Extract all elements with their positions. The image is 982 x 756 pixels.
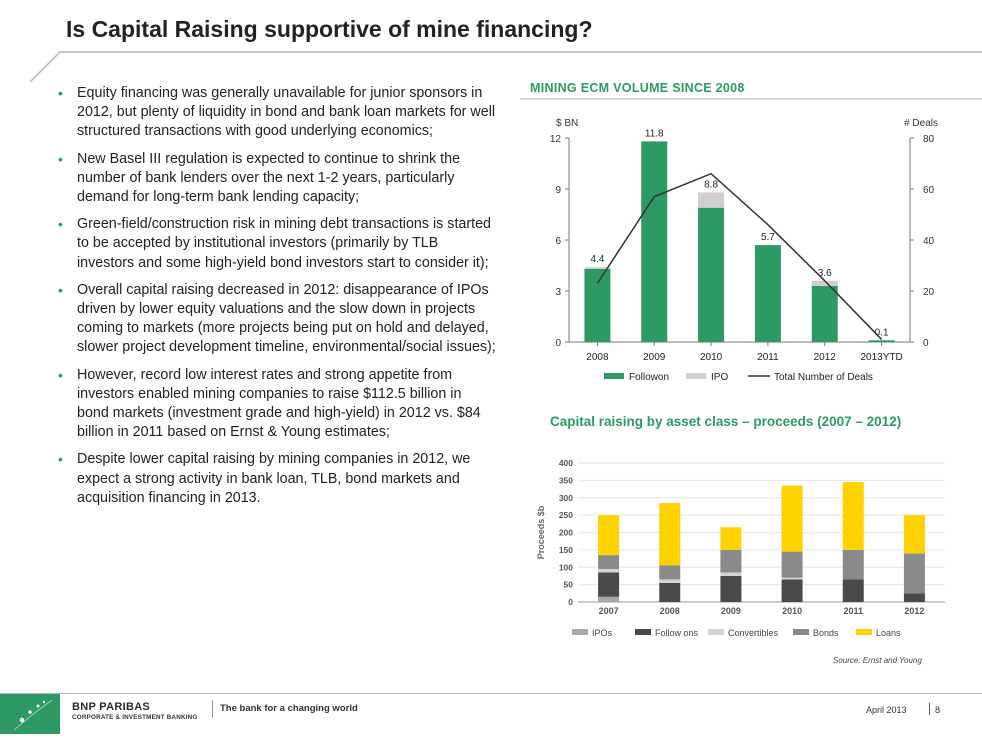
chart2-bar-ipos [598, 597, 619, 602]
chart2-bar-follow-ons [659, 583, 680, 602]
chart2-y-axis-title: Proceeds $b [536, 505, 546, 560]
chart1-y-tick-label: 9 [555, 185, 561, 196]
chart1-y2-tick-label: 60 [923, 185, 935, 196]
chart2-legend-swatch [708, 629, 724, 635]
chart2-bar-follow-ons [843, 579, 864, 602]
chart2-x-tick-label: 2012 [904, 606, 925, 616]
chart2-y-tick-label: 300 [558, 492, 573, 503]
source-note: Source: Ernst and Young [833, 656, 922, 665]
chart2-legend-swatch [856, 629, 872, 635]
chart2-bar-bonds [904, 553, 925, 593]
chart1-x-tick-label: 2012 [813, 352, 836, 363]
chart1-y2-tick-label: 80 [923, 134, 935, 145]
chart2-x-tick-label: 2008 [659, 606, 680, 616]
chart2-y-tick-label: 100 [558, 562, 573, 573]
chart1-y-tick-label: 3 [555, 287, 561, 298]
chart2-bar-loans [598, 515, 619, 555]
chart2-bar-convertibles [659, 579, 680, 582]
chart1-data-label: 5.7 [760, 232, 775, 244]
chart2-bar-follow-ons [904, 593, 925, 602]
chart2-bar-convertibles [598, 569, 619, 572]
chart2-y-tick-label: 0 [568, 597, 573, 607]
chart1-x-tick-label: 2011 [757, 352, 779, 363]
chart2-y-tick-label: 50 [563, 579, 573, 590]
chart1-x-tick-label: 2010 [699, 352, 723, 363]
chart2-heading: Capital raising by asset class – proceeds (2007 – 2012) [550, 414, 902, 429]
chart1-legend-ipo: IPO [711, 372, 729, 383]
chart2-bar-loans [843, 482, 864, 550]
chart1-y-tick-label: 6 [555, 236, 561, 247]
chart2-legend-label: Loans [876, 628, 901, 638]
chart2-legend-label: IPOs [592, 628, 613, 638]
chart2-y-tick-label: 350 [558, 475, 573, 486]
bullet-item: • Overall capital raising decreased in 2012: disappearance of IPOs driven by lower equity valuations and the slow down in projects coming to markets (more projects being put on hold and delayed, slower project development timeline, environmental/social issues); [58, 281, 496, 358]
chart2-y-tick-label: 250 [558, 510, 573, 521]
bullet-item: • Green-field/construction risk in mining debt transactions is started to be accepted by institutional investors (primarily by TLB investors and some high-yield bond investors start to consider it); [58, 215, 496, 273]
bullet-item: • New Basel III regulation is expected to continue to shrink the number of bank lenders over the next 1-2 years, particularly demand for long-term bank lending capacity; [58, 150, 496, 208]
chart1-data-label: 4.4 [590, 254, 605, 266]
chart2-bar-follow-ons [598, 572, 619, 596]
chart1-y-tick-label: 12 [549, 134, 561, 145]
chart2-bar-loans [904, 515, 925, 553]
chart1-y2-tick-label: 0 [923, 338, 929, 349]
page-number: 8 [935, 705, 941, 715]
chart2-bar-follow-ons [782, 579, 803, 602]
chart2-bar-loans [720, 527, 741, 550]
chart1-x-tick-label: 2009 [643, 352, 666, 363]
brand-separator [212, 700, 213, 718]
chart1-data-label: 3.6 [817, 267, 832, 279]
chart2-bar-loans [782, 486, 803, 552]
chart2-bar-follow-ons [720, 576, 741, 602]
chart1-y-axis-title: $ BN [556, 118, 579, 129]
bnp-logo [0, 694, 60, 734]
chart2-legend-swatch [635, 629, 651, 635]
chart1-data-label: 8.8 [704, 179, 719, 191]
page-separator [929, 703, 930, 715]
chart2-legend-swatch [572, 629, 588, 635]
bullet-item: • Despite lower capital raising by mining companies in 2012, we expect a strong activity in bank loan, TLB, bond markets and acquisition financing in 2013. [58, 450, 496, 508]
chart1-data-label: 0.1 [874, 327, 889, 339]
footer-divider [0, 693, 982, 694]
chart2-x-tick-label: 2007 [598, 606, 619, 616]
brand-name: BNP PARIBAS [72, 701, 151, 713]
chart1-legend-followon: Followon [629, 372, 670, 383]
bullet-item: • Equity financing was generally unavailable for junior sponsors in 2012, but plenty of liquidity in bond and bank loan markets for well structured transactions with good underlying economics; [58, 84, 496, 142]
footer-date: April 2013 [866, 705, 907, 715]
chart1-y2-axis-title: # Deals [904, 118, 938, 129]
chart2-bar-convertibles [720, 572, 741, 575]
brand-tagline: The bank for a changing world [220, 703, 358, 714]
chart1-legend-deals: Total Number of Deals [774, 372, 873, 383]
chart1-heading: MINING ECM VOLUME SINCE 2008 [530, 81, 745, 95]
chart2-bar-bonds [598, 555, 619, 569]
chart2-bar-bonds [720, 550, 741, 573]
chart1-x-tick-label: 2008 [586, 352, 609, 363]
chart2-legend-label: Bonds [813, 628, 839, 638]
chart2-bar-convertibles [782, 578, 803, 580]
chart2-bar-bonds [843, 550, 864, 580]
chart2-bar-loans [659, 503, 680, 566]
chart1-y2-tick-label: 20 [923, 287, 935, 298]
chart2-x-tick-label: 2009 [720, 606, 741, 616]
chart2-y-tick-label: 200 [558, 527, 573, 538]
brand-subtitle: CORPORATE & INVESTMENT BANKING [72, 714, 198, 721]
chart2-legend-swatch [793, 629, 809, 635]
chart2-bar-bonds [659, 566, 680, 580]
chart1-x-tick-label: 2013YTD [860, 352, 903, 363]
chart2-legend-label: Convertibles [728, 628, 779, 638]
chart2-legend-label: Follow ons [655, 628, 699, 638]
chart2-y-tick-label: 400 [558, 458, 573, 468]
chart1-y2-tick-label: 40 [923, 236, 935, 247]
chart2-y-tick-label: 150 [558, 544, 573, 555]
chart2-x-tick-label: 2010 [782, 606, 803, 616]
bullet-item: • However, record low interest rates and strong appetite from investors enabled mining companies to raise $112.5 billion in bond markets (investment grade and high-yield) in 2012 vs. $84 billion in 2011 based on Ernst & Young estimates; [58, 366, 496, 443]
chart1-y-tick-label: 0 [555, 338, 561, 349]
chart1-data-label: 11.8 [644, 128, 664, 140]
chart2-bar-bonds [782, 552, 803, 578]
stars-icon [0, 694, 60, 734]
page-title: Is Capital Raising supportive of mine financing? [66, 16, 593, 42]
chart2-x-tick-label: 2011 [843, 606, 864, 616]
